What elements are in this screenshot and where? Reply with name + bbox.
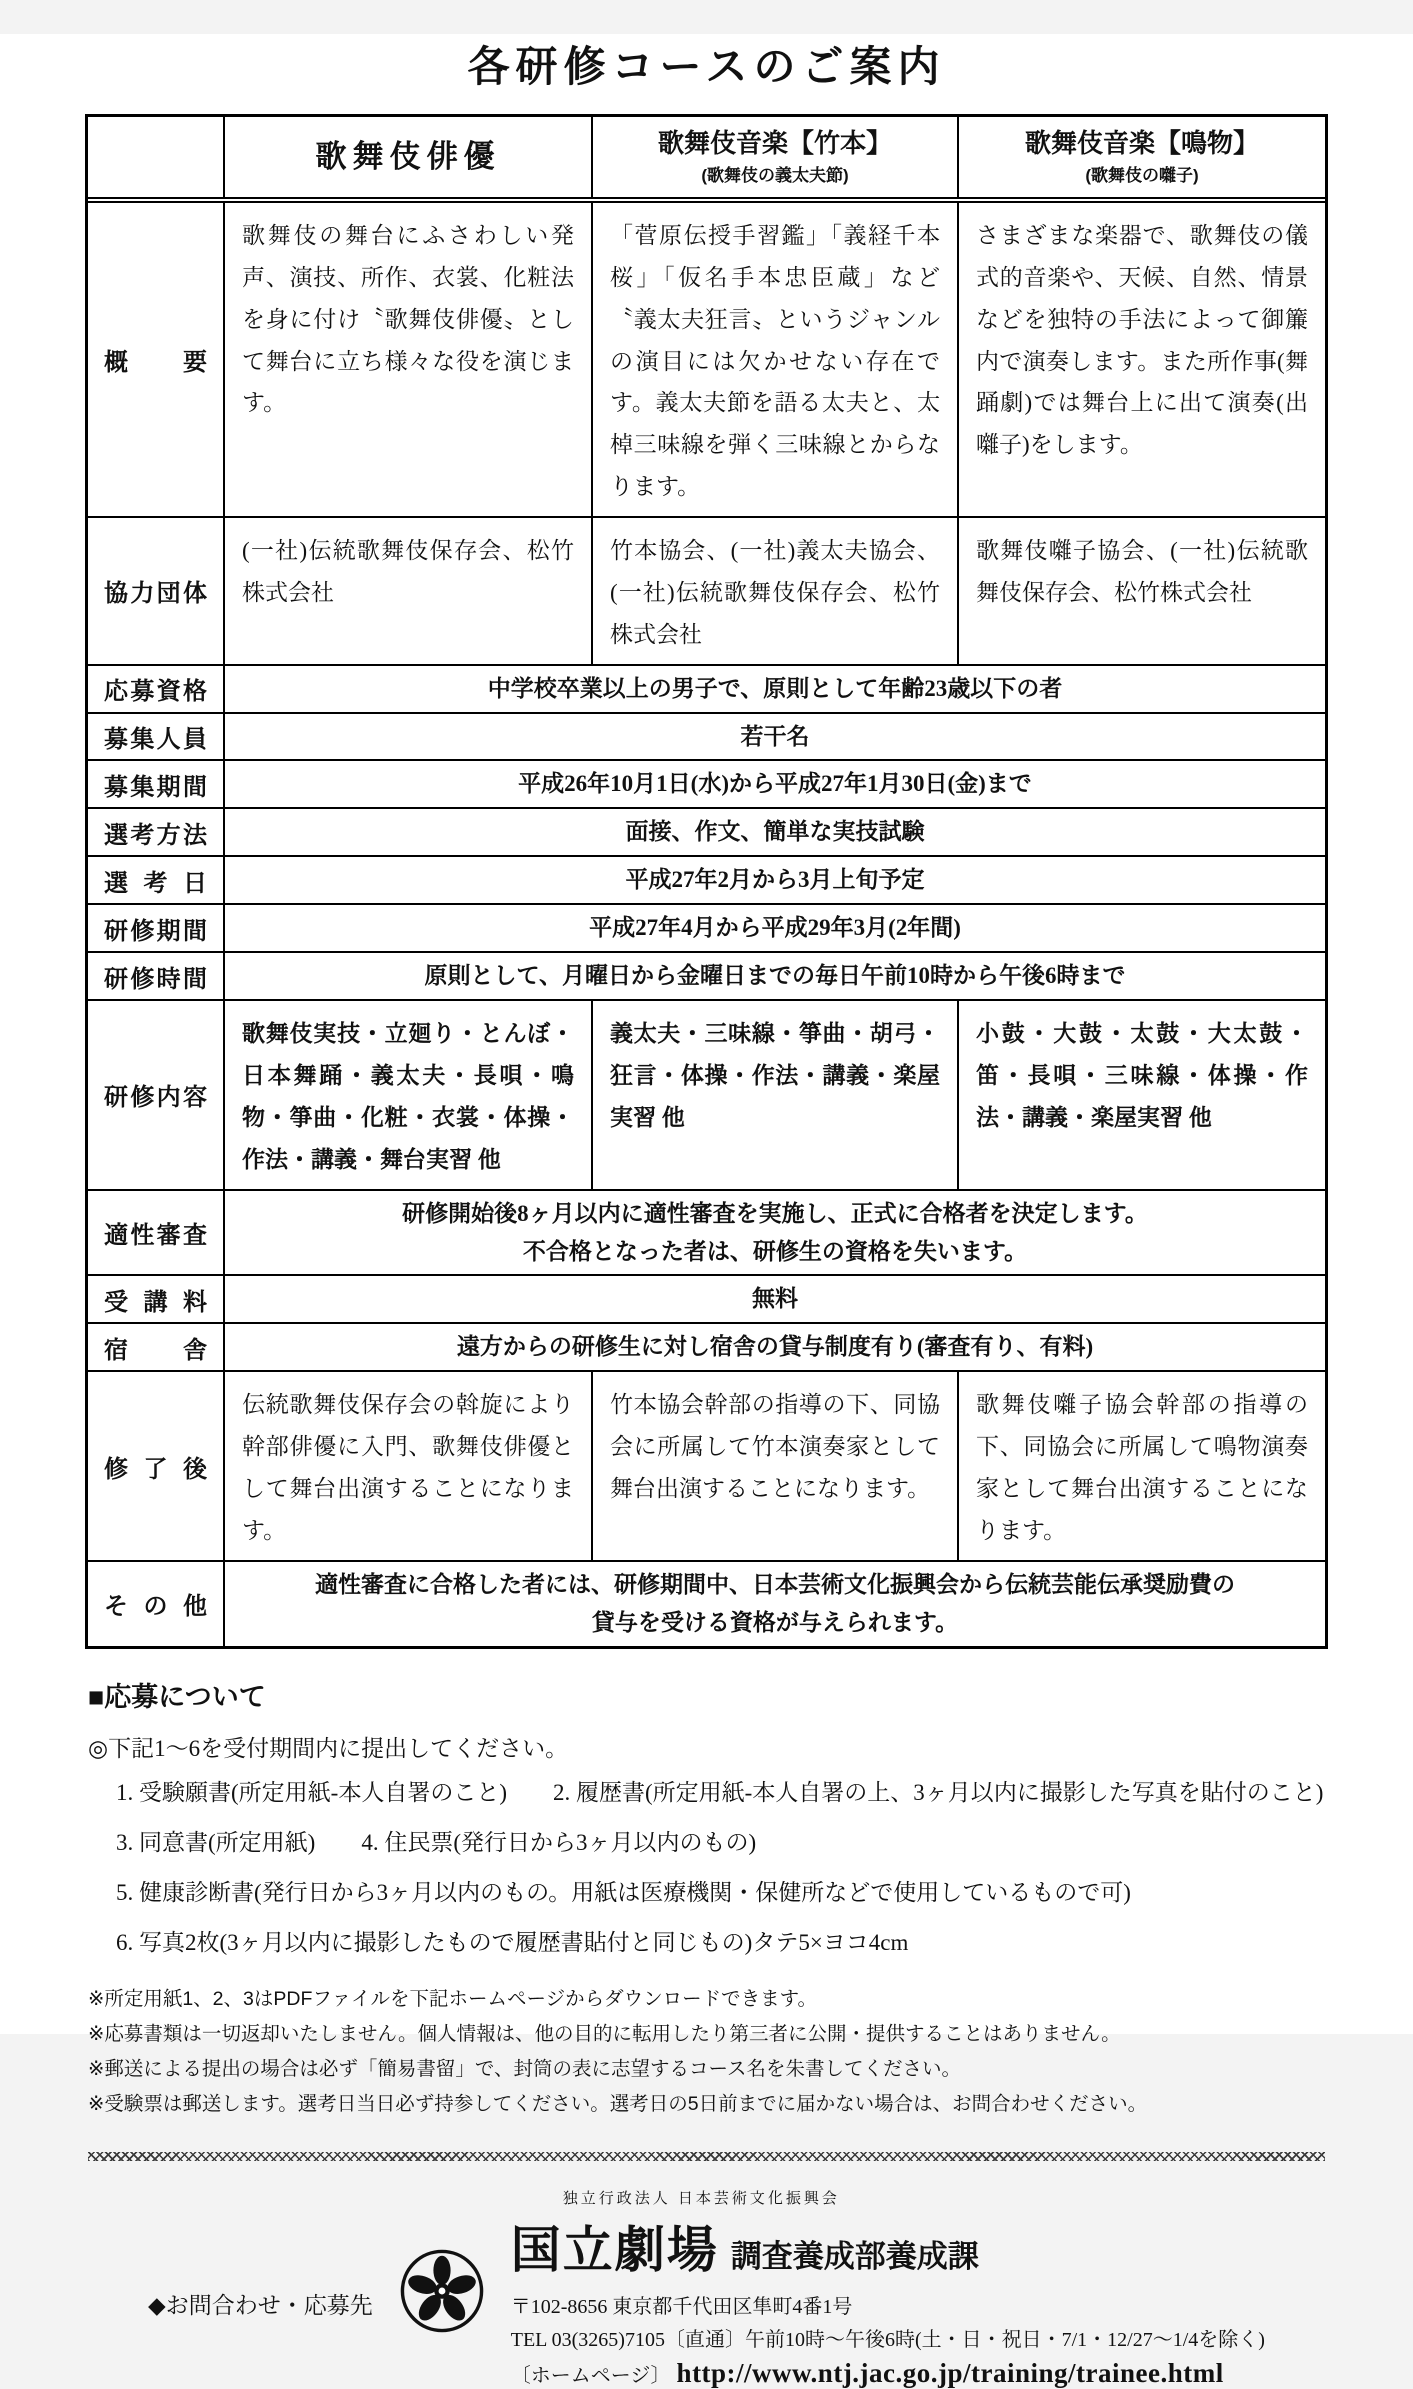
other-line-2: 貸与を受ける資格が与えられます。: [591, 1609, 959, 1635]
column-subtitle: (歌舞伎の囃子): [1085, 166, 1199, 186]
footer-contact-block: [0, 2187, 1413, 2389]
row-label: [88, 953, 225, 999]
row-label-text: 選考方法: [104, 821, 207, 849]
openings-value: 若干名: [740, 723, 810, 749]
header-label-spacer: [88, 117, 225, 197]
tuition-value: 無料: [752, 1286, 798, 1312]
training-period-value: 平成27年4月から平成29年3月(2年間): [589, 915, 961, 941]
eligibility-value: 中学校卒業以上の男子で、原則として年齢23歳以下の者: [487, 675, 1063, 701]
application-notes: [88, 1982, 1325, 2122]
organization-department: 調査養成部養成課: [730, 2239, 979, 2275]
organization-parent-name: 独立行政法人 日本芸術文化振興会: [562, 2190, 840, 2208]
training-hours-value: 原則として、月曜日から金曜日までの毎日午前10時から午後6時まで: [424, 963, 1126, 989]
row-label: [88, 1372, 225, 1559]
row-label: [88, 666, 225, 712]
column-subtitle: (歌舞伎の義太夫節): [701, 166, 849, 186]
row-label: [88, 1562, 225, 1646]
row-label: [88, 203, 225, 516]
overview-actor-cell: 歌舞伎の舞台にふさわしい発声、演技、所作、衣裳、化粧法を身に付け〝歌舞伎俳優〟として舞台に立ち様々な役を演じます。: [242, 223, 574, 416]
homepage-line: [511, 2358, 1265, 2389]
application-item-line: 6. 写真2枚(3ヶ月以内に撮影したもので履歴書貼付と同じもの)タテ5×ヨコ4cm: [116, 1930, 909, 1956]
arts-council-crest-icon: [399, 2248, 485, 2339]
row-label-text: 応募資格: [104, 678, 207, 706]
curriculum-actor-cell: 歌舞伎実技・立廻り・とんぼ・日本舞踊・義太夫・長唄・鳴物・箏曲・化粧・衣裳・体操・作法・講義・舞台実習 他: [242, 1021, 574, 1172]
application-intro: ◎下記1〜6を受付期間内に提出してください。: [88, 1735, 569, 1761]
application-item-line: 3. 同意書(所定用紙) 4. 住民票(発行日から3ヶ月以内のもの): [116, 1829, 757, 1855]
overview-takemoto-cell: 「菅原伝授手習鑑」「義経千本桜」「仮名手本忠臣蔵」など〝義太夫狂言〟というジャンルの演目には欠かせない存在です。義太夫節を語る太夫と、太棹三味線を弾く三味線とからなります。: [591, 203, 957, 516]
row-label: [88, 714, 225, 760]
application-note: ※郵送による提出の場合は必ず「簡易書留」で、封筒の表に志望するコース名を朱書してください。: [88, 2057, 961, 2080]
postal-address: 〒102-8656 東京都千代田区隼町4番1号: [510, 2296, 853, 2319]
selection-date-value: 平成27年2月から3月上旬予定: [625, 867, 925, 893]
row-label: [88, 1191, 225, 1275]
application-item-line: 1. 受験願書(所定用紙-本人自署のこと) 2. 履歴書(所定用紙-本人自署の上、3ヶ月以内に撮影した写真を貼付のこと): [116, 1779, 1324, 1805]
row-label-text: 適性審査: [104, 1222, 207, 1250]
table-row-openings: [88, 714, 1325, 762]
row-label-text: 研修時間: [104, 965, 207, 993]
application-section: [88, 1675, 1325, 2122]
row-label: [88, 1276, 225, 1322]
row-label-text: 研修内容: [104, 1084, 207, 1112]
column-title: 歌舞伎俳優: [315, 139, 501, 175]
row-label: [88, 857, 225, 903]
table-row-after-completion: [88, 1372, 1325, 1561]
homepage-label: 〔ホームページ〕: [510, 2365, 671, 2388]
row-label-text: 宿舎: [104, 1336, 207, 1364]
row-label-text: 修了後: [104, 1455, 207, 1483]
column-title: 歌舞伎音楽【竹本】: [657, 127, 892, 158]
table-row-selection-method: [88, 809, 1325, 857]
application-heading: ■応募について: [88, 1681, 266, 1712]
table-row-dormitory: [88, 1324, 1325, 1372]
partners-narimono-cell: 歌舞伎囃子協会、(一社)伝統歌舞伎保存会、松竹株式会社: [957, 518, 1325, 664]
after-takemoto-cell: 竹本協会幹部の指導の下、同協会に所属して竹本演奏家として舞台出演することになります。: [591, 1372, 957, 1559]
row-label: [88, 809, 225, 855]
table-row-eligibility: [88, 666, 1325, 714]
decorative-wavy-divider: [88, 2152, 1325, 2161]
table-row-recruitment-period: [88, 761, 1325, 809]
other-value: [225, 1562, 1325, 1646]
application-item-line: 5. 健康診断書(発行日から3ヶ月以内のもの。用紙は医療機関・保健所などで使用しているもので可): [116, 1880, 1131, 1906]
organization-main-line: [511, 2210, 1265, 2282]
table-row-training-period: [88, 905, 1325, 953]
organization-name: 国立劇場: [510, 2222, 719, 2279]
application-note: ※受験票は郵送します。選考日当日必ず持参してください。選考日の5日前までに届かない場合は、お問合わせください。: [88, 2092, 1148, 2115]
row-label-text: 概要: [104, 349, 207, 376]
row-label-text: 協力団体: [104, 580, 207, 608]
column-header-narimono: [957, 117, 1325, 197]
curriculum-narimono-cell: 小鼓・大鼓・太鼓・大太鼓・笛・長唄・三味線・体操・作法・講義・楽屋実習 他: [957, 1001, 1325, 1188]
training-course-flyer: [0, 34, 1413, 2389]
row-label-text: 募集人員: [104, 726, 207, 753]
curriculum-takemoto-cell: 義太夫・三味線・箏曲・胡弓・狂言・体操・作法・講義・楽屋実習 他: [591, 1001, 957, 1188]
selection-method-value: 面接、作文、簡単な実技試験: [625, 819, 925, 845]
row-label-text: 募集期間: [104, 773, 207, 801]
dormitory-value: 遠方からの研修生に対し宿舎の貸与制度有り(審査有り、有料): [456, 1334, 1094, 1360]
table-row-selection-date: [88, 857, 1325, 905]
application-note: ※応募書類は一切返却いたしません。個人情報は、他の目的に転用したり第三者に公開・提供することはありません。: [88, 2022, 1121, 2045]
aptitude-screening-value: [225, 1191, 1325, 1275]
table-row-curriculum: [88, 1001, 1325, 1190]
column-header-takemoto: [591, 117, 957, 197]
table-header-row: [88, 117, 1325, 203]
table-row-partner-organizations: [88, 518, 1325, 666]
course-table: [85, 114, 1328, 1649]
row-label: [88, 761, 225, 807]
row-label: [88, 905, 225, 951]
row-label-text: 受講料: [104, 1288, 207, 1316]
column-header-kabuki-actor: [225, 117, 591, 197]
after-actor-cell: 伝統歌舞伎保存会の斡旋により幹部俳優に入門、歌舞伎俳優として舞台出演することになります。: [242, 1392, 574, 1543]
contact-label: ◆お問合わせ・応募先: [148, 2291, 373, 2318]
row-label: [88, 1324, 225, 1370]
table-row-training-hours: [88, 953, 1325, 1001]
application-note: ※所定用紙1、2、3はPDFファイルを下記ホームページからダウンロードできます。: [88, 1987, 818, 2010]
aptitude-line-2: 不合格となった者は、研修生の資格を失います。: [522, 1238, 1028, 1264]
row-label-text: その他: [104, 1593, 207, 1621]
homepage-url-link[interactable]: http://www.ntj.jac.go.jp/training/trainee.html: [676, 2358, 1224, 2389]
after-narimono-cell: 歌舞伎囃子協会幹部の指導の下、同協会に所属して鳴物演奏家として舞台出演することになります。: [957, 1372, 1325, 1559]
page-title: 各研修コースのご案内: [467, 45, 946, 91]
partners-takemoto-cell: 竹本協会、(一社)義太夫協会、(一社)伝統歌舞伎保存会、松竹株式会社: [591, 518, 957, 664]
table-row-tuition: [88, 1276, 1325, 1324]
recruitment-period-value: 平成26年10月1日(水)から平成27年1月30日(金)まで: [518, 771, 1032, 797]
telephone-line: TEL 03(3265)7105〔直通〕午前10時〜午後6時(土・日・祝日・7/1・12/27〜1/4を除く): [510, 2329, 1265, 2352]
row-label-text: 選考日: [104, 869, 207, 897]
table-row-aptitude-screening: [88, 1191, 1325, 1277]
partners-actor-cell: (一社)伝統歌舞伎保存会、松竹株式会社: [242, 538, 574, 605]
row-label-text: 研修期間: [104, 917, 207, 945]
table-row-overview: [88, 203, 1325, 518]
table-row-other: [88, 1562, 1325, 1646]
row-label: [88, 518, 225, 664]
column-title: 歌舞伎音楽【鳴物】: [1024, 127, 1259, 158]
organization-info: [511, 2187, 1265, 2389]
other-line-1: 適性審査に合格した者には、研修期間中、日本芸術文化振興会から伝統芸能伝承奨励費の: [315, 1571, 1235, 1597]
aptitude-line-1: 研修開始後8ヶ月以内に適性審査を実施し、正式に合格者を決定します。: [402, 1200, 1148, 1226]
row-label: [88, 1001, 225, 1188]
overview-narimono-cell: さまざまな楽器で、歌舞伎の儀式的音楽や、天候、自然、情景などを独特の手法によって御簾内で演奏します。また所作事(舞踊劇)では舞台上に出て演奏(出囃子)をします。: [957, 203, 1325, 516]
